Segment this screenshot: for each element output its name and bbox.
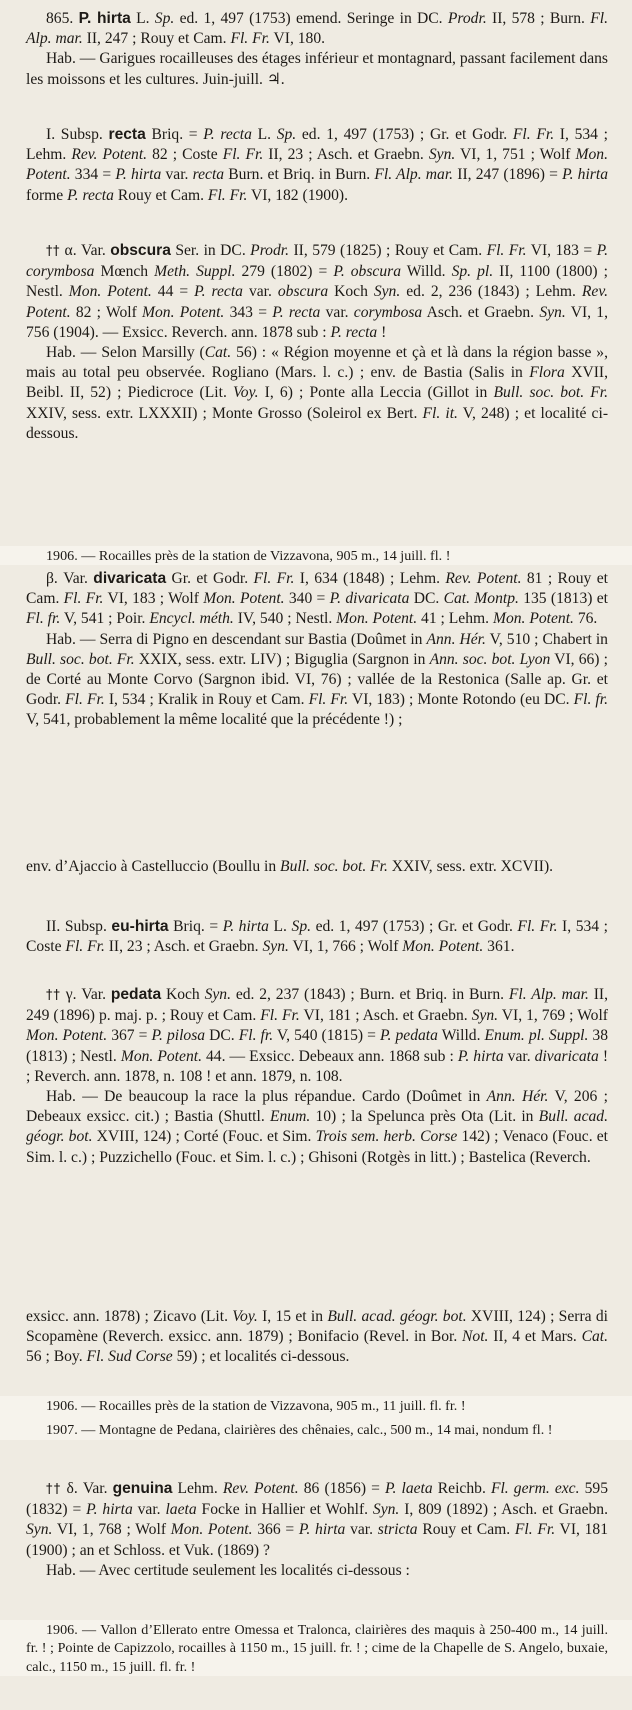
var-pedata: †† γ. Var. pedata Koch Syn. ed. 2, 237 (1843) ; Burn. et Briq. in Burn. Fl. Alp. mar. II, 249 (1896) p. maj. p. ; Rouy et Cam. Fl. Fr. VI, 181 ; Asch. et Graebn. Syn. VI, 1, 769 ; Wolf Mon. Potent. 367 = P. pilosa DC. Fl. fr. V, 540 (1815) = P. pedata Willd. Enum. pl. Suppl. 38 (1813) ; Nestl. Mon. Potent. 44. — Exsicc. Debeaux ann. 1868 sub : P. hirta var. divaricata ! ; Reverch. ann. 1878, n. 108 ! et ann. 1879, n. 108. Hab. — De beaucoup la race la plus répandue. Cardo (Doûmet in Ann. Hér. V, 206 ; Debeaux exsicc. cit.) ; Bastia (Shuttl. Enum. 10) ; la Spelunca près Ota (Lit. in Bull. acad. géogr. bot. XVIII, 124) ; Corté (Fouc. et Sim. Trois sem. herb. Corse 142) ; Venaco (Fouc. et Sim. l. c.) ; Puzzichello (Fouc. et Sim. l. c.) ; Ghisoni (Rotgès in litt.) ; Bastelica (Reverch. [0, 984, 632, 1168]
observation-1906-genuina: 1906. — Vallon d’Ellerato entre Omessa et Tralonca, clairières des maquis à 250-400 m., 14 juill. fr. ! ; Pointe de Capizzolo, rocailles à 1150 m., 15 juill. fr. ! ; cime de la Chapelle de S. Angelo, buxaie, calc., 1150 m., 15 juill. fl. fr. ! [0, 1620, 632, 1676]
subsp-recta: I. Subsp. recta Briq. = P. recta L. Sp. ed. 1, 497 (1753) ; Gr. et Godr. Fl. Fr. I, 534 ; Lehm. Rev. Potent. 82 ; Coste Fl. Fr. II, 23 ; Asch. et Graebn. Syn. VI, 1, 751 ; Wolf Mon. Potent. 334 = P. hirta var. recta Burn. et Briq. in Burn. Fl. Alp. mar. II, 247 (1896) = P. hirta forme P. recta Rouy et Cam. Fl. Fr. VI, 182 (1900). [26, 126, 609, 204]
obscura-habitat: Hab. — Selon Marsilly (Cat. 56) : « Région moyenne et çà et là dans la région basse », mais au total peu observée. Rogliano (Mars. l. c.) ; env. de Bastia (Salis in Flora XVII, Beibl. II, 52) ; Piedicroce (Lit. Voy. I, 6) ; Ponte alla Leccia (Gillot in Bull. soc. bot. Fr. XXIV, sess. extr. LXXXII) ; Monte Grosso (Soleirol ex Bert. Fl. it. V, 248) ; et localité ci-dessous. [26, 344, 609, 442]
double-dagger-symbol: †† [46, 988, 61, 1003]
pedata-habitat-cont: exsicc. ann. 1878) ; Zicavo (Lit. Voy. I, 15 et in Bull. acad. géogr. bot. XVIII, 124) ; Serra di Scopamène (Reverch. exsicc. ann. 1879) ; Bonifacio (Revel. in Bor. Not. II, 4 et Mars. Cat. 56 ; Boy. Fl. Sud Corse 59) ; et localités ci-dessous. [26, 1308, 608, 1366]
var-divaricata: β. Var. divaricata Gr. et Godr. Fl. Fr. I, 634 (1848) ; Lehm. Rev. Potent. 81 ; Rouy et Cam. Fl. Fr. VI, 183 ; Wolf Mon. Potent. 340 = P. divaricata DC. Cat. Montp. 135 (1813) et Fl. fr. V, 541 ; Poir. Encycl. méth. IV, 540 ; Nestl. Mon. Potent. 41 ; Lehm. Mon. Potent. 76. Hab. — Serra di Pigno en descendant sur Bastia (Doûmet in Ann. Hér. V, 510 ; Chabert in Bull. soc. bot. Fr. XXIX, sess. extr. LIV) ; Biguglia (Sargnon in Ann. soc. bot. Lyon VI, 66) ; de Corté au Monte Corvo (Sargnon ibid. VI, 76) ; vallée de la Restonica (Salle ap. Gr. et Godr. Fl. Fr. I, 534 ; Kralik in Rouy et Cam. Fl. Fr. VI, 183) ; Monte Rotondo (eu DC. Fl. fr. V, 541, probablement la même localité que la précédente !) ; [0, 568, 632, 731]
genuina-habitat: Hab. — Avec certitude seulement les localités ci-dessous : [46, 1561, 410, 1579]
double-dagger-symbol: †† [46, 244, 61, 259]
subsp-eu-hirta: II. Subsp. eu-hirta Briq. = P. hirta L. Sp. ed. 1, 497 (1753) ; Gr. et Godr. Fl. Fr. I, 534 ; Coste Fl. Fr. II, 23 ; Asch. et Graebn. Syn. VI, 1, 766 ; Wolf Mon. Potent. 361. [26, 918, 608, 956]
species-citation: 865. P. hirta L. Sp. ed. 1, 497 (1753) emend. Seringe in DC. Prodr. II, 578 ; Burn. Fl. Alp. mar. II, 247 ; Rouy et Cam. Fl. Fr. VI, 180. [26, 10, 608, 48]
species-entry [0, 8, 632, 90]
double-dagger-symbol: †† [46, 1482, 62, 1497]
observation-1906-pedata: 1906. — Rocailles près de la station de Vizzavona, 905 m., 11 juill. fl. fr. ! [46, 1398, 466, 1414]
pedata-habitat: Hab. — De beaucoup la race la plus répandue. Cardo (Doûmet in Ann. Hér. V, 206 ; Debeaux exsicc. cit.) ; Bastia (Shuttl. Enum. 10) ; la Spelunca près Ota (Lit. in Bull. acad. géogr. bot. XVIII, 124) ; Corté (Fouc. et Sim. Trois sem. herb. Corse 142) ; Venaco (Fouc. et Sim. l. c.) ; Puzzichello (Fouc. et Sim. l. c.) ; Ghisoni (Rotgès in litt.) ; Bastelica (Reverch. [26, 1088, 608, 1166]
var-obscura: †† α. Var. obscura Ser. in DC. Prodr. II, 579 (1825) ; Rouy et Cam. Fl. Fr. VI, 183 = P. corymbosa Mœnch Meth. Suppl. 279 (1802) = P. obscura Willd. Sp. pl. II, 1100 (1800) ; Nestl. Mon. Potent. 44 = P. recta var. obscura Koch Syn. ed. 2, 236 (1843) ; Lehm. Rev. Potent. 82 ; Wolf Mon. Potent. 343 = P. recta var. corymbosa Asch. et Graebn. Syn. VI, 1, 756 (1904). — Exsicc. Reverch. ann. 1878 sub : P. recta ! Hab. — Selon Marsilly (Cat. 56) : « Région moyenne et çà et là dans la région basse », mais au total peu observée. Rogliano (Mars. l. c.) ; env. de Bastia (Salis in Flora XVII, Beibl. II, 52) ; Piedicroce (Lit. Voy. I, 6) ; Ponte alla Leccia (Gillot in Bull. soc. bot. Fr. XXIV, sess. extr. LXXXII) ; Monte Grosso (Soleirol ex Bert. Fl. it. V, 248) ; et localité ci-dessous. [0, 240, 632, 444]
var-genuina: †† δ. Var. genuina Lehm. Rev. Potent. 86 (1856) = P. laeta Reichb. Fl. germ. exc. 595 (1832) = P. hirta var. laeta Focke in Hallier et Wohlf. Syn. I, 809 (1892) ; Asch. et Graebn. Syn. VI, 1, 768 ; Wolf Mon. Potent. 366 = P. hirta var. stricta Rouy et Cam. Fl. Fr. VI, 181 (1900) ; an et Schloss. et Vuk. (1869) ? Hab. — Avec certitude seulement les localités ci-dessous : [0, 1478, 632, 1581]
species-habitat: Hab. — Garigues rocailleuses des étages inférieur et montagnard, passant facilement dans les moissons et les cultures. Juin-juill. ♃. [26, 50, 608, 88]
observation-1907-pedata: 1907. — Montagne de Pedana, clairières des chênaies, calc., 500 m., 14 mai, nondum fl. ! [46, 1422, 553, 1439]
divaricata-habitat: Hab. — Serra di Pigno en descendant sur Bastia (Doûmet in Ann. Hér. V, 510 ; Chabert in Bull. soc. bot. Fr. XXIX, sess. extr. LIV) ; Biguglia (Sargnon in Ann. soc. bot. Lyon VI, 66) ; de Corté au Monte Corvo (Sargnon ibid. VI, 76) ; vallée de la Restonica (Salle ap. Gr. et Godr. Fl. Fr. I, 534 ; Kralik in Rouy et Cam. Fl. Fr. VI, 183) ; Monte Rotondo (eu DC. Fl. fr. V, 541, probablement la même localité que la précédente !) ; [26, 630, 609, 729]
divaricata-habitat-cont: env. d’Ajaccio à Castelluccio (Boullu in Bull. soc. bot. Fr. XXIV, sess. extr. XCVII). [26, 858, 554, 875]
observations-pedata [0, 1396, 632, 1440]
observation-1906-obscura: 1906. — Rocailles près de la station de Vizzavona, 905 m., 14 juill. fl. ! [0, 546, 632, 565]
